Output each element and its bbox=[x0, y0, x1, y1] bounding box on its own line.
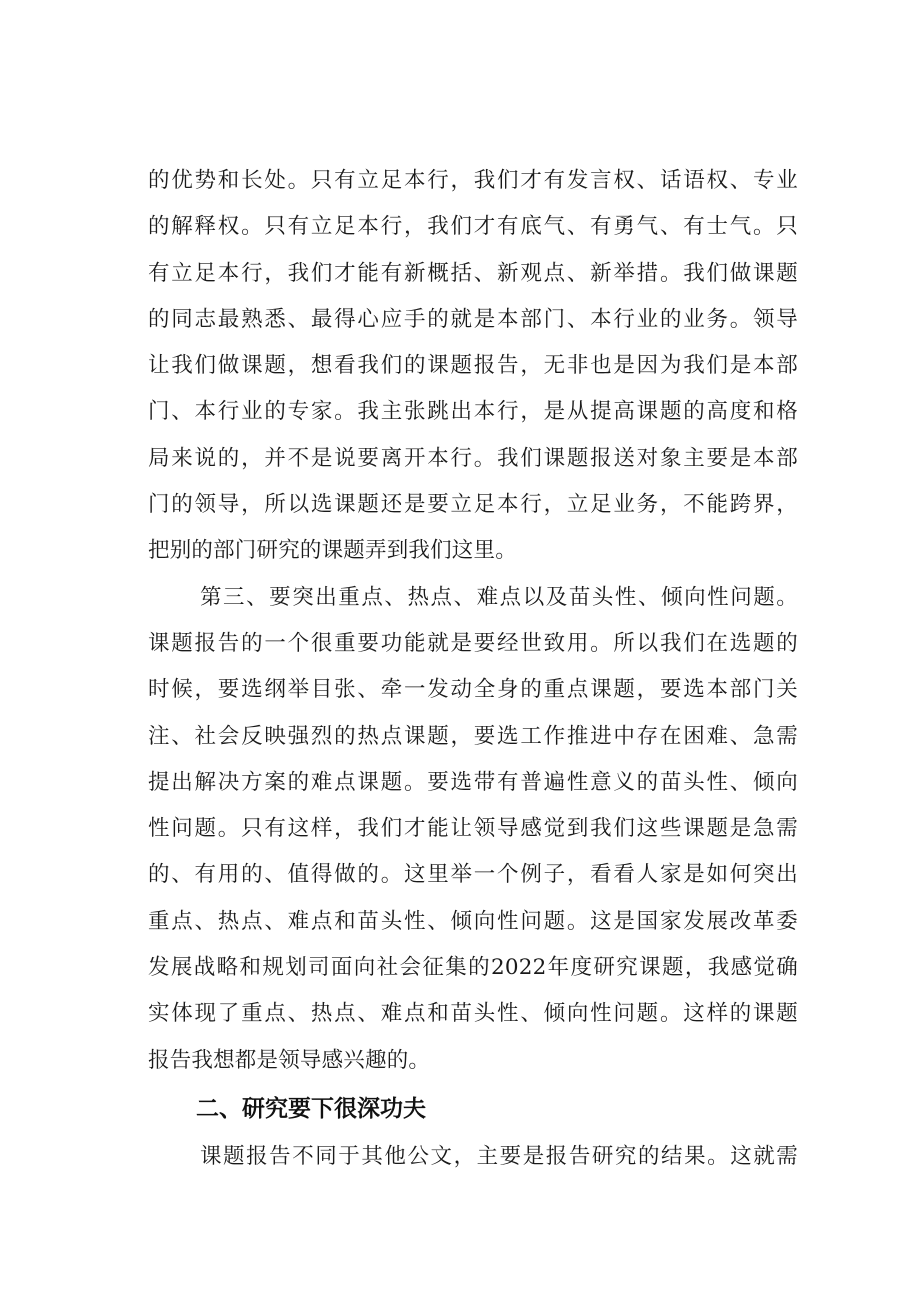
paragraph-2 bbox=[148, 575, 798, 1084]
text-line: 的解释权。只有立足本行，我们才有底气、有勇气、有士气。只 bbox=[148, 214, 798, 240]
text-line: 的同志最熟悉、最得心应手的就是本部门、本行业的业务。领导 bbox=[148, 306, 798, 332]
text-line: 的、有用的、值得做的。这里举一个例子，看看人家是如何突出 bbox=[148, 862, 798, 888]
text-line: 第三、要突出重点、热点、难点以及苗头性、倾向性问题。 bbox=[200, 584, 798, 610]
text-line: 性问题。只有这样，我们才能让领导感觉到我们这些课题是急需 bbox=[148, 816, 798, 842]
text-line: 报告我想都是领导感兴趣的。 bbox=[148, 1047, 431, 1073]
text-line: 课题报告的一个很重要功能就是要经世致用。所以我们在选题的 bbox=[148, 630, 798, 656]
text-line: 注、社会反映强烈的热点课题，要选工作推进中存在困难、急需 bbox=[148, 723, 798, 749]
document-body bbox=[148, 158, 798, 1180]
text-line: 局来说的，并不是说要离开本行。我们课题报送对象主要是本部 bbox=[148, 445, 798, 471]
text-line: 让我们做课题，想看我们的课题报告，无非也是因为我们是本部 bbox=[148, 353, 798, 379]
text-line: 重点、热点、难点和苗头性、倾向性问题。这是国家发展改革委 bbox=[148, 908, 798, 934]
text-line: 门的领导，所以选课题还是要立足本行，立足业务，不能跨界， bbox=[148, 492, 798, 518]
text-line: 时候，要选纲举目张、牵一发动全身的重点课题，要选本部门关 bbox=[148, 677, 798, 703]
text-line: 实体现了重点、热点、难点和苗头性、倾向性问题。这样的课题 bbox=[148, 1001, 798, 1027]
paragraph-3 bbox=[148, 1134, 798, 1180]
text-line: 有立足本行，我们才能有新概括、新观点、新举措。我们做课题 bbox=[148, 260, 798, 286]
text-line: 发展战略和规划司面向社会征集的2022年度研究课题，我感觉确 bbox=[148, 955, 798, 981]
text-line: 把别的部门研究的课题弄到我们这里。 bbox=[148, 538, 517, 564]
text-line: 课题报告不同于其他公文，主要是报告研究的结果。这就需 bbox=[200, 1143, 798, 1169]
text-line: 提出解决方案的难点课题。要选带有普遍性意义的苗头性、倾向 bbox=[148, 769, 798, 795]
paragraph-1 bbox=[148, 158, 798, 575]
text-line: 门、本行业的专家。我主张跳出本行，是从提高课题的高度和格 bbox=[148, 399, 798, 425]
text-line: 的优势和长处。只有立足本行，我们才有发言权、话语权、专业 bbox=[148, 168, 798, 193]
section-heading: 二、研究要下很深功夫 bbox=[196, 1095, 426, 1122]
